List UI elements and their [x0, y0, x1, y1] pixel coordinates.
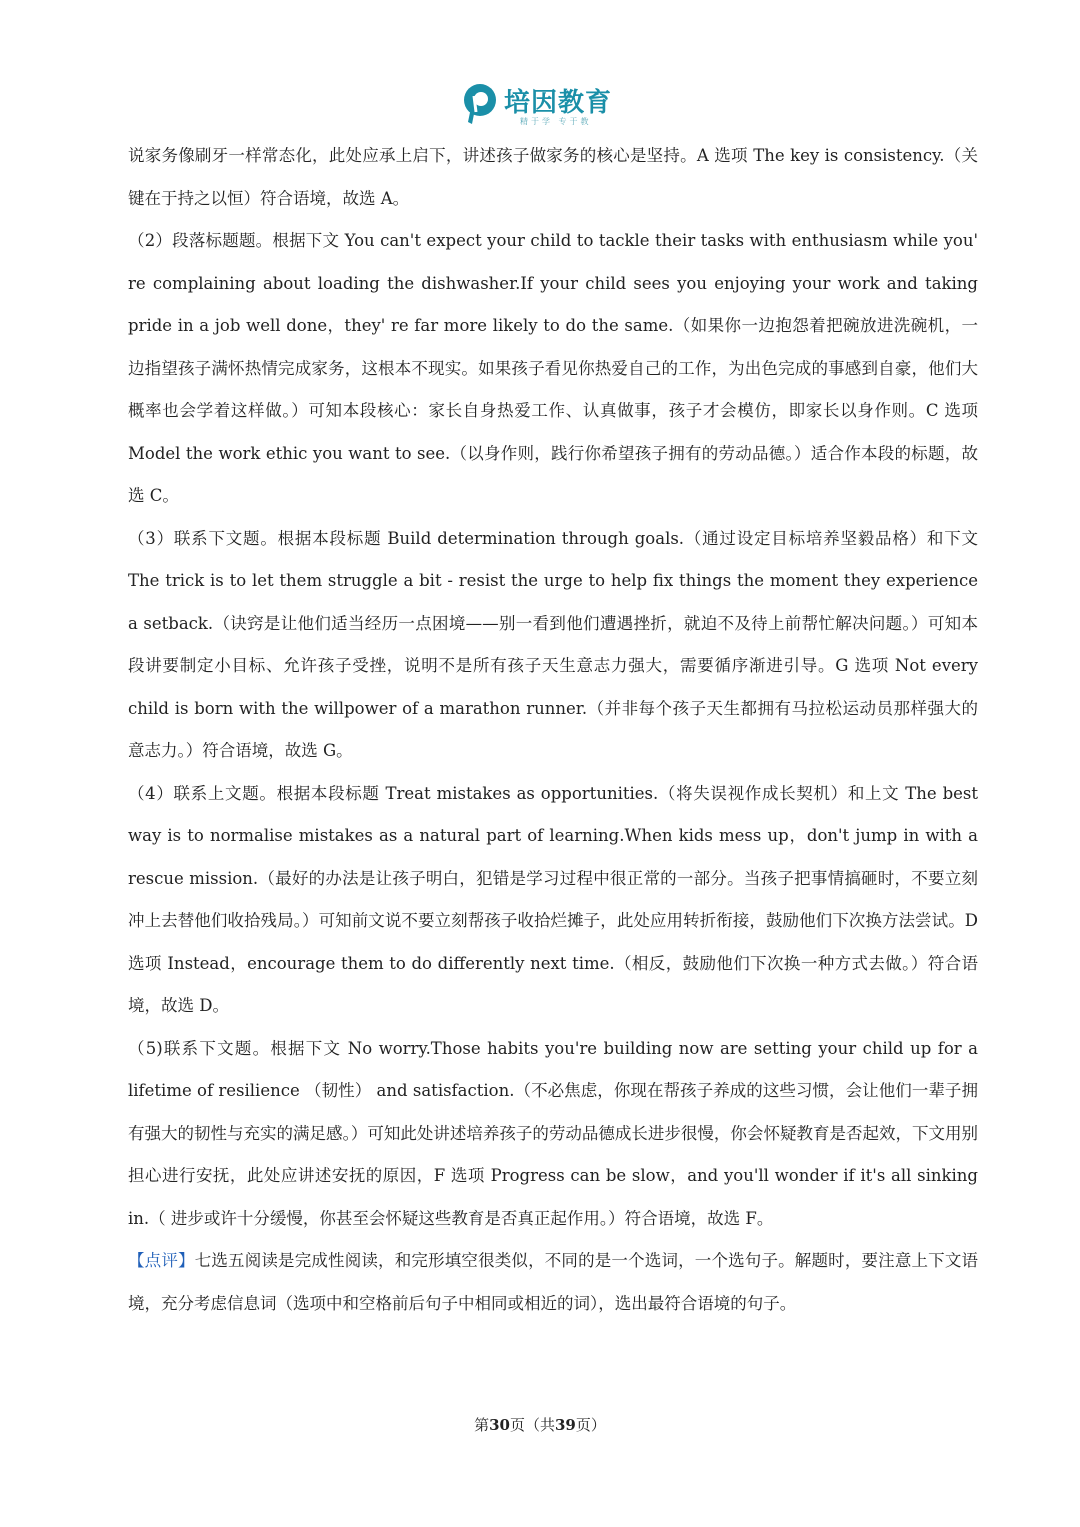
page-footer [0, 1414, 1080, 1435]
paragraph: 说家务像刷牙一样常态化，此处应承上启下，讲述孩子做家务的核心是坚持。A 选项 The key is consistency.（关键在于持之以恒）符合语境，故选 A。 [128, 146, 978, 208]
footer-prefix: 第 [474, 1416, 490, 1434]
comment-text: 七选五阅读是完成性阅读，和完形填空很类似，不同的是一个选词，一个选句子。解题时，要注意上下文语境，充分考虑信息词（选项中和空格前后句子中相同或相近的词），选出最符合语境的句子。 [128, 1251, 979, 1313]
page-number: 30 [489, 1416, 510, 1434]
logo-p-icon [462, 82, 498, 128]
comment-paragraph [128, 1240, 978, 1325]
logo [462, 78, 622, 134]
page-header [0, 78, 1080, 138]
footer-middle: 页（共 [509, 1416, 555, 1434]
footer-suffix: 页） [575, 1416, 606, 1434]
page-total: 39 [555, 1416, 576, 1434]
paragraph: （2）段落标题题。根据下文 You can't expect your child to tackle their tasks with enthusiasm while you' re complaining about loading the dishwasher.If your child sees you enjoying your work and taking pride in a job well done，they' re far more likely to do the same.（如果你一边抱怨着把碗放进洗碗机，一边指望孩子满怀热情完成家务，这根本不现实。如果孩子看见你热爱自己的工作，为出色完成的事感到自豪，他们大概率也会学着这样做。）可知本段核心：家长自身热爱工作、认真做事，孩子才会模仿，即家长以身作则。C 选项 Model the work ethic you want to see.（以身作则，践行你希望孩子拥有的劳动品德。）适合作本段的标题，故选 C。 [128, 231, 978, 505]
paragraph: （3）联系下文题。根据本段标题 Build determination through goals.（通过设定目标培养坚毅品格）和下文 The trick is to let them struggle a bit - resist the urge to help fix things the moment they experience a setback.（诀窍是让他们适当经历一点困境——别一看到他们遭遇挫折，就迫不及待上前帮忙解决问题。）可知本段讲要制定小目标、允许孩子受挫，说明不是所有孩子天生意志力强大，需要循序渐进引导。G 选项 Not every child is born with the willpower of a marathon runner.（并非每个孩子天生都拥有马拉松运动员那样强大的意志力。）符合语境，故选 G。 [128, 528, 978, 760]
logo-name: 培因教育 [504, 88, 613, 118]
paragraph: （4）联系上文题。根据本段标题 Treat mistakes as opportunities.（将失误视作成长契机）和上文 The best way is to normalise mistakes as a natural part of learning.When kids mess up，don't jump in with a rescue mission.（最好的办法是让孩子明白，犯错是学习过程中很正常的一部分。当孩子把事情搞砸时，不要立刻冲上去替他们收拾残局。）可知前文说不要立刻帮孩子收拾烂摊子，此处应用转折衔接，鼓励他们下次换方法尝试。D 选项 Instead，encourage them to do differently next time.（相反，鼓励他们下次换一种方式去做。）符合语境，故选 D。 [128, 783, 978, 1015]
paragraph: （5)联系下文题。根据下文 No worry.Those habits you're building now are setting your child up for a lifetime of resilience （韧性） and satisfaction.（不必焦虑，你现在帮孩子养成的这些习惯，会让他们一辈子拥有强大的韧性与充实的满足感。）可知此处讲述培养孩子的劳动品德成长进步很慢，你会怀疑教育是否起效，下文用别担心进行安抚，此处应讲述安抚的原因，F 选项 Progress can be slow，and you'll wonder if it's all sinking in.（ 进步或许十分缓慢，你甚至会怀疑这些教育是否真正起作用。）符合语境，故选 F。 [128, 1038, 978, 1228]
document-body [128, 135, 978, 1325]
comment-tag: 【点评】 [128, 1251, 195, 1270]
logo-slogan: 精于学 专于教 [520, 117, 592, 126]
